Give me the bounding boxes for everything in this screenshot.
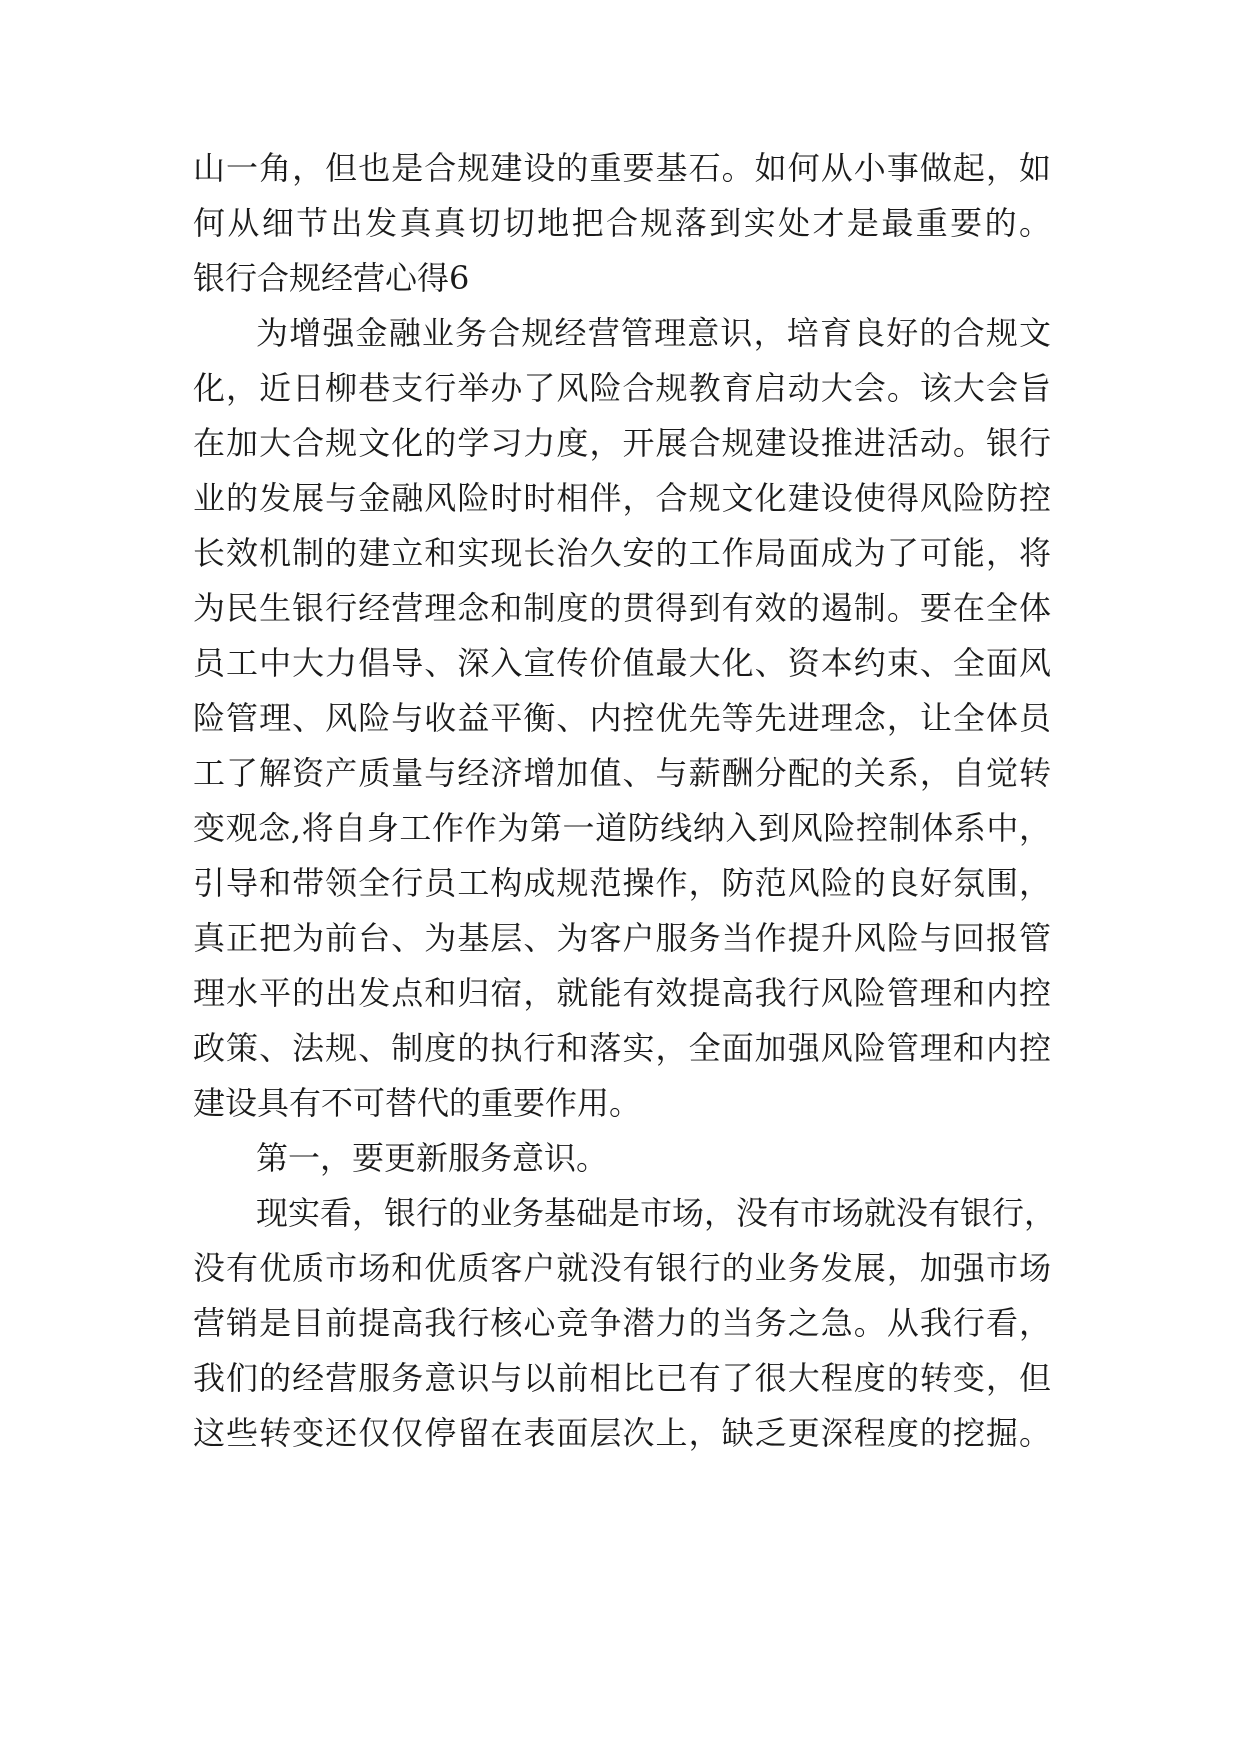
body-line: 长效机制的建立和实现长治久安的工作局面成为了可能，将 <box>193 534 1051 572</box>
body-line: 我们的经营服务意识与以前相比已有了很大程度的转变，但 <box>193 1359 1051 1397</box>
body-line: 为增强金融业务合规经营管理意识，培育良好的合规文 <box>256 314 1051 352</box>
body-line: 引导和带领全行员工构成规范操作，防范风险的良好氛围， <box>193 864 1051 902</box>
body-line: 为民生银行经营理念和制度的贯得到有效的遏制。要在全体 <box>193 589 1051 627</box>
body-line: 何从细节出发真真切切地把合规落到实处才是最重要的。 <box>193 204 1051 242</box>
body-line: 员工中大力倡导、深入宣传价值最大化、资本约束、全面风 <box>193 644 1051 682</box>
body-line: 现实看，银行的业务基础是市场，没有市场就没有银行， <box>256 1194 1057 1232</box>
body-line: 真正把为前台、为基层、为客户服务当作提升风险与回报管 <box>193 919 1051 957</box>
body-line: 山一角，但也是合规建设的重要基石。如何从小事做起，如 <box>193 149 1051 187</box>
body-line: 在加大合规文化的学习力度，开展合规建设推进活动。银行 <box>193 424 1051 462</box>
body-line: 工了解资产质量与经济增加值、与薪酬分配的关系，自觉转 <box>193 754 1051 792</box>
subheading-line: 第一，要更新服务意识。 <box>256 1139 609 1177</box>
section-heading: 银行合规经营心得6 <box>193 259 470 297</box>
body-line: 险管理、风险与收益平衡、内控优先等先进理念，让全体员 <box>193 699 1051 737</box>
body-line: 这些转变还仅仅停留在表面层次上，缺乏更深程度的挖掘。 <box>193 1414 1051 1452</box>
body-line: 政策、法规、制度的执行和落实，全面加强风险管理和内控 <box>193 1029 1051 1067</box>
body-line: 没有优质市场和优质客户就没有银行的业务发展，加强市场 <box>193 1249 1051 1287</box>
body-line: 理水平的出发点和归宿，就能有效提高我行风险管理和内控 <box>193 974 1051 1012</box>
body-line: 营销是目前提高我行核心竞争潜力的当务之急。从我行看， <box>193 1304 1051 1342</box>
body-line: 业的发展与金融风险时时相伴，合规文化建设使得风险防控 <box>193 479 1051 517</box>
body-line: 建设具有不可替代的重要作用。 <box>193 1084 642 1122</box>
body-line: 变观念,将自身工作作为第一道防线纳入到风险控制体系中， <box>193 809 1051 847</box>
body-line: 化，近日柳巷支行举办了风险合规教育启动大会。该大会旨 <box>193 369 1051 407</box>
